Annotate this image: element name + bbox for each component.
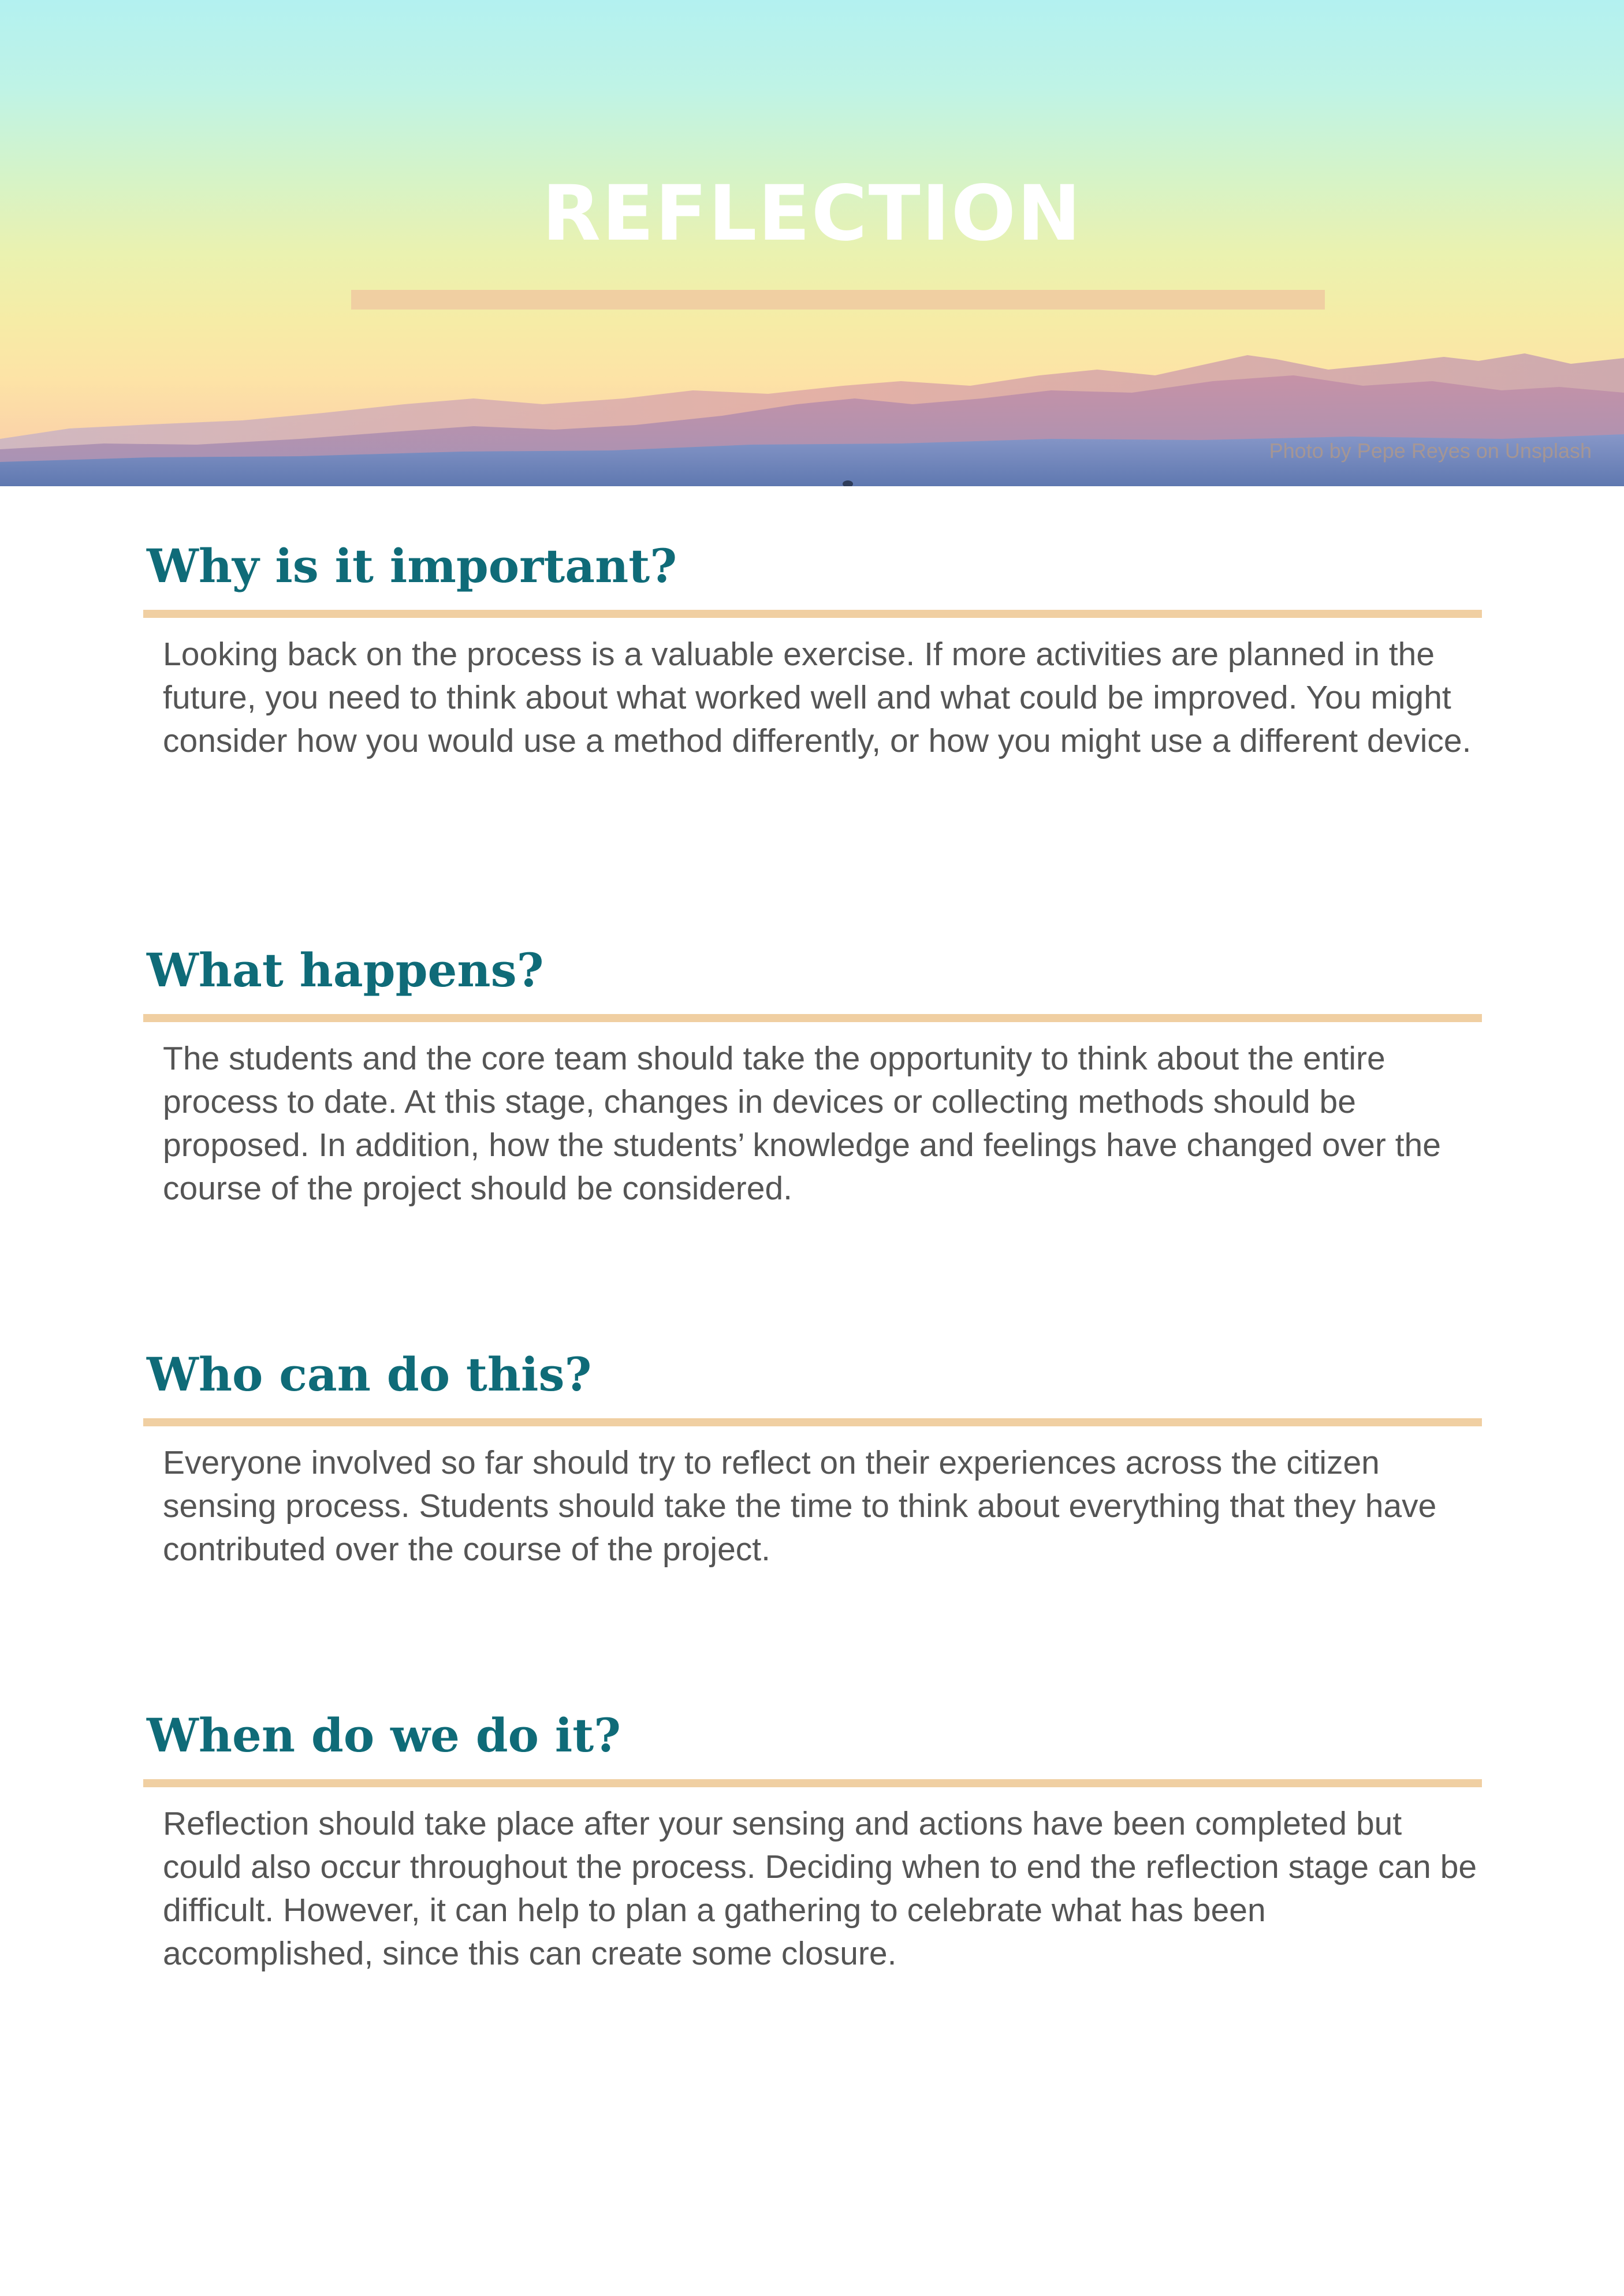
section-divider [143,1418,1482,1426]
section-divider [143,1014,1482,1022]
section-heading: When do we do it? [147,1708,621,1762]
section-who-can-do-this [0,1345,1624,1605]
photo-credit: Photo by Pepe Reyes on Unsplash [1269,439,1592,463]
section-heading: Who can do this? [147,1347,592,1402]
section-body: Everyone involved so far should try to reflect on their experiences across the citizen sensing process. Students should take the time to think about everything that they have contributed over the course of the project. [163,1444,1437,1568]
section-body: Looking back on the process is a valuable exercise. If more activities are planned in the future, you need to think about what worked well and what could be improved. You might consider how you would use a method differently, or how you might use a different device. [163,636,1472,759]
section-body: The students and the core team should take the opportunity to think about the entire process to date. At this stage, changes in devices or collecting methods should be proposed. In addition, how the students’ knowledge and feelings have changed over the course of the project should be considered. [163,1040,1441,1207]
section-heading: What happens? [147,943,544,997]
page-title: REFLECTION [542,169,1082,258]
section-divider [143,610,1482,618]
section-what-happens [0,941,1624,1230]
section-body: Reflection should take place after your sensing and actions have been completed but could also occur throughout the process. Deciding when to end the reflection stage can be difficult. However, it can help to plan a gathering to celebrate what has been accomplished, since this can create some closure. [163,1805,1477,1972]
section-divider [143,1779,1482,1787]
hero-banner [0,0,1624,486]
section-when-do-we-do-it [0,1706,1624,1995]
section-why-important [0,537,1624,826]
title-underline [351,290,1325,310]
section-heading: Why is it important? [147,539,677,593]
